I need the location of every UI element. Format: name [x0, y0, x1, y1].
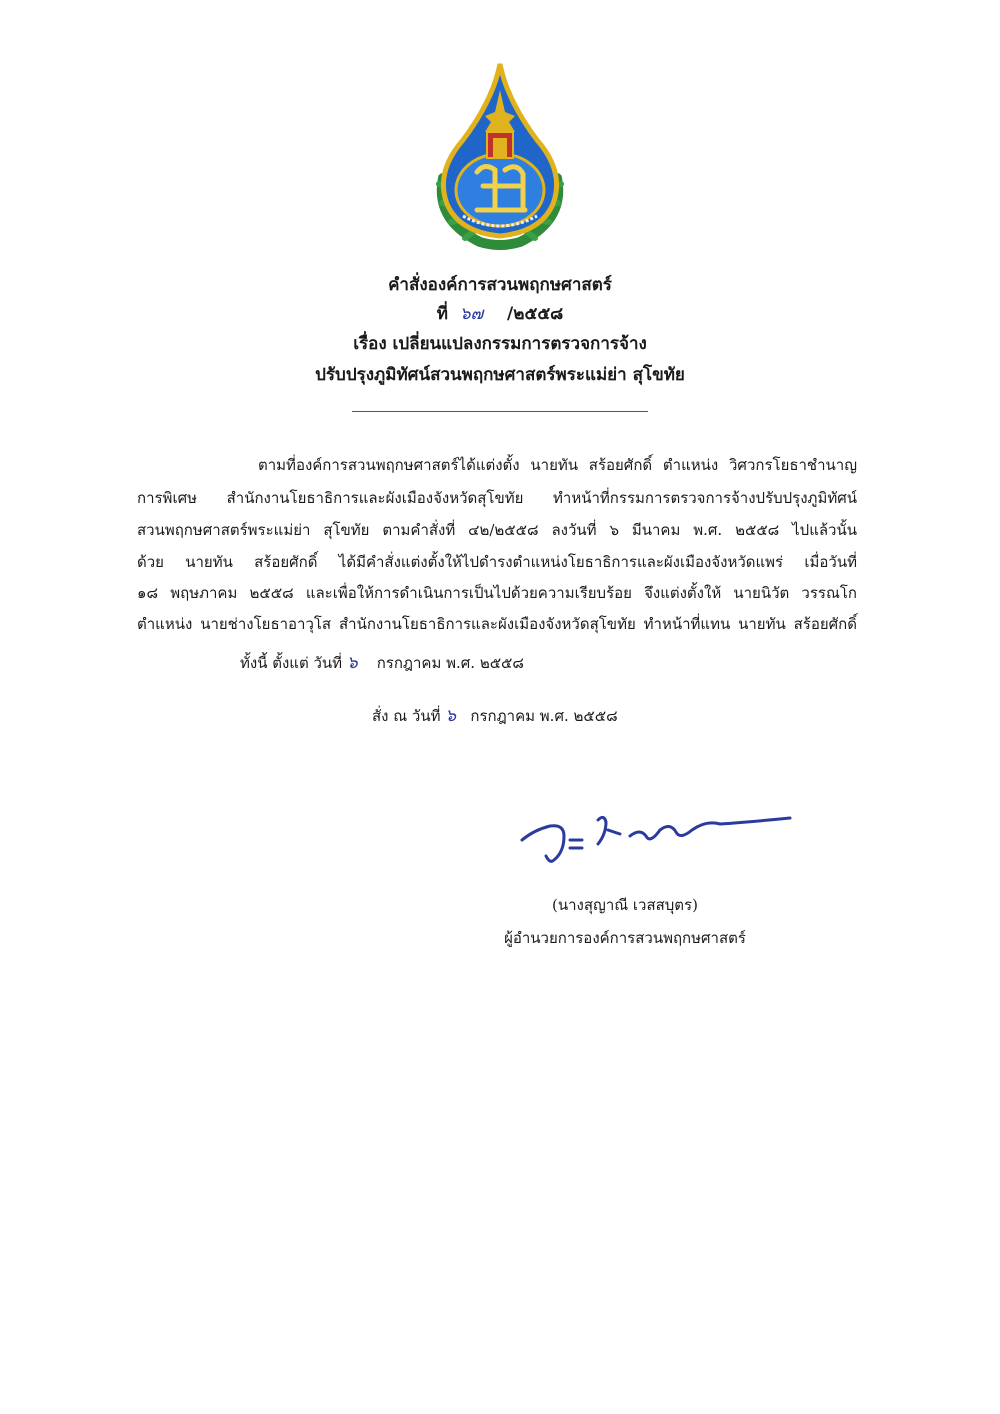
effective-date — [240, 653, 524, 673]
header-divider — [352, 411, 648, 412]
order-number-handwritten: ๖๗ — [459, 304, 484, 324]
ordered-date — [372, 706, 618, 726]
ordered-day-handwritten: ๖ — [445, 706, 457, 726]
order-title: คำสั่งองค์การสวนพฤกษศาสตร์ — [388, 275, 612, 295]
signatory-name: (นางสุญาณี เวสสบุตร) — [552, 896, 698, 914]
body-line: ตามที่องค์การสวนพฤกษศาสตร์ได้แต่งตั้ง นายทัน สร้อยศักดิ์ ตำแหน่ง วิศวกรโยธาชำนาญ — [258, 456, 857, 474]
subject-line-2: ปรับปรุงภูมิทัศน์สวนพฤกษศาสตร์พระแม่ย่า สุโขทัย — [315, 365, 685, 385]
body-line: สวนพฤกษศาสตร์พระแม่ย่า สุโขทัย ตามคำสั่งที่ ๔๒/๒๕๕๘ ลงวันที่ ๖ มีนาคม พ.ศ. ๒๕๕๘ ไปแล้วนั้น — [137, 521, 857, 539]
order-number-suffix: /๒๕๕๘ — [507, 304, 564, 324]
ordered-date-prefix: สั่ง ณ วันที่ — [372, 707, 441, 725]
effective-date-suffix: กรกฎาคม พ.ศ. ๒๕๕๘ — [376, 654, 524, 672]
body-line: ตำแหน่ง นายช่างโยธาอาวุโส สำนักงานโยธาธิการและผังเมืองจังหวัดสุโขทัย ทำหน้าที่แทน นายทัน สร้อยศักดิ์ — [137, 615, 857, 633]
effective-day-handwritten: ๖ — [346, 653, 358, 673]
body-line: ด้วย นายทัน สร้อยศักดิ์ ได้มีคำสั่งแต่งตั้งให้ไปดำรงตำแหน่งโยธาธิการและผังเมืองจังหวัดแพร่ เมื่อวันที่ — [137, 553, 857, 571]
subject-line-1: เรื่อง เปลี่ยนแปลงกรรมการตรวจการจ้าง — [353, 334, 647, 354]
botanical-garden-emblem-icon — [425, 60, 575, 250]
body-line: ๑๘ พฤษภาคม ๒๕๕๘ และเพื่อให้การดำเนินการเป็นไปด้วยความเรียบร้อย จึงแต่งตั้งให้ นายนิวัต วรรณโก — [137, 584, 857, 602]
effective-date-prefix: ทั้งนี้ ตั้งแต่ วันที่ — [240, 654, 343, 672]
body-line: การพิเศษ สำนักงานโยธาธิการและผังเมืองจังหวัดสุโขทัย ทำหน้าที่กรรมการตรวจการจ้างปรับปรุงภูมิทัศน์ — [137, 489, 857, 507]
signatory-position: ผู้อำนวยการองค์การสวนพฤกษศาสตร์ — [504, 929, 746, 947]
signature-icon — [520, 800, 800, 870]
order-number-prefix: ที่ — [436, 304, 448, 324]
order-number — [200, 300, 800, 327]
ordered-date-suffix: กรกฎาคม พ.ศ. ๒๕๕๘ — [470, 707, 618, 725]
